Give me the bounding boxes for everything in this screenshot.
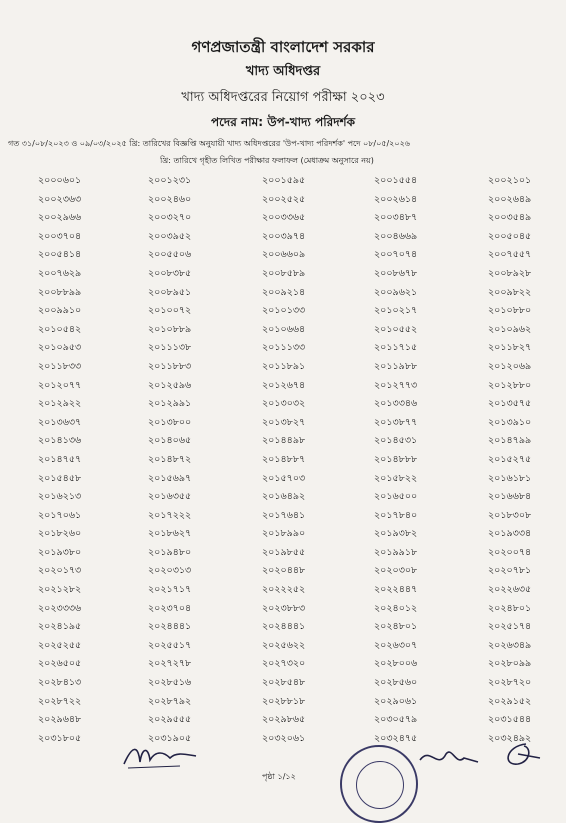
roll-number-cell: ২০২৮৪১৩: [38, 677, 82, 689]
roll-number-cell: ২০৩০৫৭৯: [374, 714, 418, 726]
roll-number-cell: ২০১৮২৬০: [38, 528, 82, 540]
roll-number-cell: ২০৩১৫৪৪: [488, 714, 532, 726]
roll-number-cell: ২০২৩৭০৪: [148, 602, 192, 614]
roll-number-cell: ২০২৮০৯৯: [488, 658, 532, 670]
roll-number-cell: ২০২১৭১৭: [148, 584, 192, 596]
roll-number-cell: ২০০১২৩১: [148, 175, 192, 186]
roll-number-cell: ২০২৫২৫৫: [38, 639, 82, 651]
roll-number-cell: ২০১৮৩০৮: [488, 509, 532, 521]
roll-number-cell: ২০১৭০৬১: [38, 509, 82, 521]
roll-number-cell: ২০২৯৫৫৫: [148, 714, 192, 726]
roll-number-cell: ২০০৮৮৯৯: [38, 286, 82, 298]
roll-number-cell: ২০২৬৫০৫: [38, 658, 82, 670]
roll-number-cell: ২০২৪৮০১: [488, 602, 532, 614]
signature-middle-icon: [416, 740, 480, 774]
signature-right-icon: [496, 738, 544, 772]
roll-number-cell: ২০২৫৬২২: [262, 639, 306, 651]
roll-number-cell: ২০০৬৬০৯: [262, 249, 306, 261]
roll-number-cell: ২০১৪১৩৬: [38, 435, 82, 447]
roll-number-cell: ২০১১৯৮৮: [374, 360, 418, 372]
roll-number-cell: ২০৩২০৬১: [262, 732, 306, 744]
directorate-title: খাদ্য অধিদপ্তর: [245, 64, 321, 79]
roll-number-cell: ২০২৬৩৪৯: [488, 639, 532, 651]
roll-number-cell: ২০২৮৭৯২: [148, 695, 192, 707]
roll-number-cell: ২০০৯২১৪: [262, 286, 306, 298]
roll-number-cell: ২০২০৩০৮: [374, 565, 418, 577]
roll-number-cell: ২০১৪৮৮৭: [262, 453, 306, 465]
roll-number-cell: ২০১৪৭৫৭: [38, 453, 82, 465]
roll-number-cell: ২০০১৫৫৪: [374, 175, 418, 186]
roll-number-cell: ২০১৬২১৩: [38, 491, 82, 503]
roll-number-cell: ২০২৮৭২০: [488, 677, 532, 689]
roll-number-cell: ২০০৩৩৬৫: [262, 212, 306, 224]
roll-number-cell: ২০০৮৯২৮: [488, 267, 532, 279]
roll-number-cell: ২০২০৭৮১: [488, 565, 532, 577]
roll-number-cell: ২০২০৩১৩: [148, 565, 192, 577]
post-name: পদের নাম: উপ-খাদ্য পরিদর্শক: [210, 115, 356, 129]
roll-number-cell: ২০০৭৬২৯: [38, 267, 82, 279]
roll-number-cell: ২০১৯৯১৮: [374, 546, 418, 558]
roll-number-cell: ২০১৪৭৯৯: [488, 435, 532, 447]
roll-number-cell: ২০০২৪৬০: [148, 193, 192, 205]
roll-number-cell: ২০২৩৮৮৩: [262, 602, 306, 614]
roll-number-cell: ২০২৩৩৩৬: [38, 602, 82, 614]
roll-number-cell: ২০২১২৮২: [38, 584, 82, 596]
roll-number-cell: ২০০০৬০১: [38, 175, 82, 186]
roll-number-cell: ২০১৯৩৩৪: [488, 528, 532, 540]
roll-number-cell: ২০১০৮৮৯: [148, 323, 192, 335]
roll-number-cell: ২০১২৭৭৩: [374, 379, 418, 391]
roll-number-cell: ২০০৯৬২১: [374, 286, 418, 298]
roll-number-cell: ২০০৭০৭৪: [374, 249, 418, 261]
roll-number-cell: ২০০২৯৬৬: [38, 212, 82, 224]
roll-number-cell: ২০০৯৮২২: [488, 286, 532, 298]
roll-number-cell: ২০১০৫৫২: [374, 323, 418, 335]
roll-number-cell: ২০১৪৮৮৮: [374, 453, 418, 465]
roll-number-cell: ২০১৪৮৭২: [148, 453, 192, 465]
roll-number-cell: ২০০৩৫৪৯: [488, 212, 532, 224]
roll-number-cell: ২০১৯৮৫৫: [262, 546, 306, 558]
roll-number-cell: ২০১০৯৬২: [488, 323, 532, 335]
roll-number-cell: ২০০১৫৯৫: [262, 175, 306, 186]
roll-number-cell: ২০২২৬৩৫: [488, 584, 532, 596]
roll-number-cell: ২০১২৫৯৬: [148, 379, 192, 391]
roll-number-cell: ২০১৭২২২: [148, 509, 192, 521]
roll-number-cell: ২০০৭৫৫৭: [488, 249, 532, 261]
roll-number-cell: ২০২৯৮৬৫: [262, 714, 306, 726]
roll-number-cell: ২০২৪৪৪১: [262, 621, 306, 633]
roll-number-cell: ২০১৬৬৮৪: [488, 491, 532, 503]
roll-number-cell: ২০১৯৩৮২: [374, 528, 418, 540]
roll-number-cell: ২০১১৭১৫: [374, 342, 418, 354]
roll-number-cell: ২০২৯৬৪৮: [38, 714, 82, 726]
roll-number-cell: ২০০৫০৪৫: [488, 230, 532, 242]
roll-number-cell: ২০৩১৯০৫: [148, 732, 192, 744]
notice-line-2: খ্রি: তারিখে গৃহীত লিখিত পরীক্ষার ফলাফল (মেধাক্রম অনুসারে নয়): [160, 156, 374, 165]
roll-number-table: [38, 172, 558, 748]
roll-number-cell: ২০৩২৪৭৫: [374, 732, 418, 744]
roll-number-cell: ২০০২৩৬৩: [38, 193, 82, 205]
roll-number-cell: ২০৩১৮০৫: [38, 732, 82, 744]
roll-number-cell: ২০২৯০৬১: [374, 695, 418, 707]
roll-number-cell: ২০০৮৬৭৮: [374, 267, 418, 279]
roll-number-cell: ২০১৪০৬৫: [148, 435, 192, 447]
roll-number-cell: ২০২৮৫৬০: [374, 677, 418, 689]
roll-number-cell: ২০২৮৭২২: [38, 695, 82, 707]
roll-number-cell: ২০২৪১৯৫: [38, 621, 82, 633]
roll-number-cell: ২০১৩৮৭৭: [374, 416, 418, 428]
roll-number-cell: ২০০২৬৪৯: [488, 193, 532, 205]
roll-number-cell: ২০১০৫৪২: [38, 323, 82, 335]
notice-line-1: গত ৩১/০৮/২০২৩ ও ০৯/০৩/২০২৫ খ্রি: তারিখের বিজ্ঞপ্তি অনুযায়ী খাদ্য অধিদপ্তরের 'উপ-খাদ্য পরিদর্শক' পদে ০৮/০৫/২০২৬: [8, 139, 410, 148]
roll-number-cell: ২০২৪৮০১: [374, 621, 418, 633]
roll-number-cell: ২০২৮৫১৬: [148, 677, 192, 689]
roll-number-cell: ২০১৫৮২২: [374, 472, 418, 484]
roll-number-cell: ২০১৬১৮১: [488, 472, 532, 484]
roll-number-cell: ২০০৪৬৬৯: [374, 230, 418, 242]
roll-number-cell: ২০২৭২৭৮: [148, 658, 192, 670]
roll-number-cell: ২০১১১৩৮: [148, 342, 192, 354]
page-number: পৃষ্ঠা ১/১২: [262, 772, 296, 781]
roll-number-cell: ২০১১৮২৭: [488, 342, 532, 354]
government-title: গণপ্রজাতন্ত্রী বাংলাদেশ সরকার: [191, 38, 375, 56]
official-seal-icon: [340, 745, 418, 823]
roll-number-cell: ২০০৩৪৮৭: [374, 212, 418, 224]
roll-number-cell: ২০০৩২৭০: [148, 212, 192, 224]
roll-number-cell: ২০০৩৯৫২: [148, 230, 192, 242]
roll-number-cell: ২০১২৯৯১: [148, 398, 192, 410]
roll-number-cell: ২০২৪০১২: [374, 602, 418, 614]
roll-number-cell: ২০২৮৫৪৮: [262, 677, 306, 689]
roll-number-cell: ২০০৮৯৫১: [148, 286, 192, 298]
roll-number-cell: ২০১৪৫৩১: [374, 435, 418, 447]
roll-number-cell: ২০০৮৫৮৯: [262, 267, 306, 279]
roll-number-cell: ২০২৬৩০৭: [374, 639, 418, 651]
roll-number-cell: ২০১০২১৭: [374, 305, 418, 317]
roll-number-cell: ২০১৬৪৯২: [262, 491, 306, 503]
exam-title: খাদ্য অধিদপ্তরের নিয়োগ পরীক্ষা ২০২৩: [181, 90, 385, 105]
roll-number-cell: ২০২৫৫১৭: [148, 639, 192, 651]
roll-number-cell: ২০১৭৬৪১: [262, 509, 306, 521]
roll-number-cell: ২০১৮৬২৭: [148, 528, 192, 540]
roll-number-cell: ২০১৩৬৩৭: [38, 416, 82, 428]
roll-number-cell: ২০১১৮৮৩: [148, 360, 192, 372]
roll-number-cell: ২০১০৯৫৩: [38, 342, 82, 354]
roll-number-cell: ২০১৫৭০৩: [262, 472, 306, 484]
roll-number-cell: ২০২৮৮১৮: [262, 695, 306, 707]
roll-number-cell: ২০১৫৪৫৮: [38, 472, 82, 484]
roll-number-cell: ২০১০০৭২: [148, 305, 192, 317]
roll-number-cell: ২০১২৯২২: [38, 398, 82, 410]
roll-number-cell: ২০০৩৯৭৪: [262, 230, 306, 242]
roll-number-cell: ২০২৯১৫২: [488, 695, 532, 707]
roll-number-cell: ২০১৪৪৯৮: [262, 435, 306, 447]
roll-number-cell: ২০১৩৩৪৬: [374, 398, 418, 410]
roll-number-cell: ২০০২১০১: [488, 175, 532, 186]
roll-number-cell: ২০১৫২৭৫: [488, 453, 532, 465]
roll-number-cell: ২০১৭৮৪০: [374, 509, 418, 521]
roll-number-cell: ২০১৩৮০০: [148, 416, 192, 428]
roll-number-cell: ২০১৩৫৭৫: [488, 398, 532, 410]
roll-number-cell: ২০০৮৩৮৫: [148, 267, 192, 279]
roll-number-cell: ২০২২৪৪৭: [374, 584, 418, 596]
roll-number-cell: ২০১৬৫০০: [374, 491, 418, 503]
roll-number-cell: ২০২২২৫২: [262, 584, 306, 596]
roll-number-cell: ২০১২০৬৯: [488, 360, 532, 372]
roll-number-cell: ২০১৯৩৮০: [38, 546, 82, 558]
roll-number-cell: ২০৩২৪৯২: [488, 732, 532, 744]
roll-number-cell: ২০১০৮৮০: [488, 305, 532, 317]
roll-number-cell: ২০১২০৭৭: [38, 379, 82, 391]
roll-number-cell: ২০১২৬৭৪: [262, 379, 306, 391]
roll-number-cell: ২০০২৬১৪: [374, 193, 418, 205]
roll-number-cell: ২০১১৮৯১: [262, 360, 306, 372]
roll-number-cell: ২০২০৪৪৮: [262, 565, 306, 577]
roll-number-cell: ২০০২৫২৫: [262, 193, 306, 205]
roll-number-cell: ২০১১১৩৩: [262, 342, 306, 354]
roll-number-cell: ২০১০১৩৩: [262, 305, 306, 317]
roll-number-cell: ২০১২৮৮০: [488, 379, 532, 391]
roll-number-cell: ২০০৯৯১০: [38, 305, 82, 317]
roll-number-cell: ২০১১৮৩৩: [38, 360, 82, 372]
roll-number-cell: ২০১৩৮২৭: [262, 416, 306, 428]
roll-number-cell: ২০১৬৩৫৫: [148, 491, 192, 503]
roll-number-cell: ২০২৭৩২০: [262, 658, 306, 670]
roll-number-cell: ২০০৫৪১৪: [38, 249, 82, 261]
roll-number-cell: ২০২০১৭৩: [38, 565, 82, 577]
roll-number-cell: ২০০৩৭০৪: [38, 230, 82, 242]
roll-number-cell: ২০২০০৭৪: [488, 546, 532, 558]
roll-number-cell: ২০১৯৪৮০: [148, 546, 192, 558]
roll-number-cell: ২০১৮৯৯০: [262, 528, 306, 540]
roll-number-cell: ২০২৮০০৬: [374, 658, 418, 670]
roll-number-cell: ২০২৪৪৪১: [148, 621, 192, 633]
roll-number-cell: ২০১৩০৩২: [262, 398, 306, 410]
signature-left-icon: [120, 738, 200, 772]
roll-number-cell: ২০১৫৬৯৭: [148, 472, 192, 484]
roll-number-cell: ২০১০৬৬৪: [262, 323, 306, 335]
roll-number-cell: ২০১৩৯১০: [488, 416, 532, 428]
roll-number-cell: ২০০৫৫০৬: [148, 249, 192, 261]
roll-number-cell: ২০২৫১৭৪: [488, 621, 532, 633]
